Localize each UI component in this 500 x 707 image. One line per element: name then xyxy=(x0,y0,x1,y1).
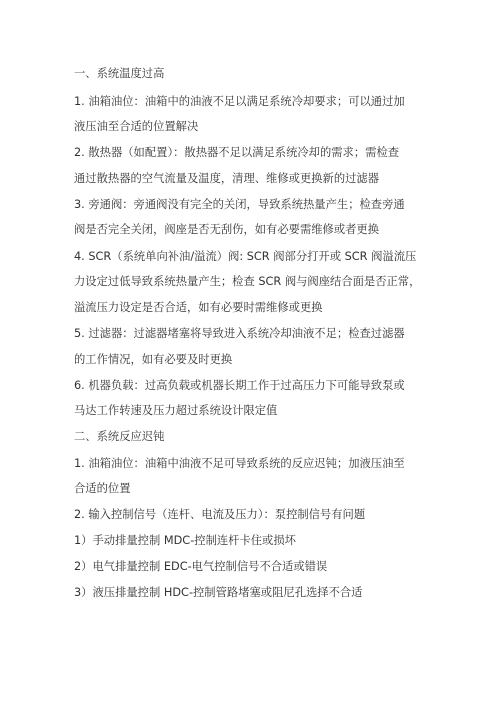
text-line-7: 4. SCR（系统单向补油/溢流）阀: SCR 阀部分打开或 SCR 阀溢流压 xyxy=(74,250,417,263)
text-line-16: 2. 输入控制信号（连杆、电流及压力）：泵控制信号有问题 xyxy=(74,508,366,521)
text-line-15: 合适的位置 xyxy=(74,482,131,495)
text-line-6: 阀是否完全关闭，阀座是否无刮伤，如有必要需维修或者更换 xyxy=(74,223,380,236)
text-line-5: 3. 旁通阀：旁通阀没有完全的关闭，导致系统热量产生；检查旁通 xyxy=(74,198,405,211)
text-line-13: 马达工作转速及压力超过系统设计限定值 xyxy=(74,404,278,417)
text-line-8: 力设定过低导致系统热量产生；检查 SCR 阀与阀座结合面是否正常， xyxy=(74,275,421,288)
text-line-19: 3）液压排量控制 HDC-控制管路堵塞或阻尼孔选择不合适 xyxy=(74,586,363,599)
text-line-2: 液压油至合适的位置解决 xyxy=(74,120,199,133)
text-line-9: 溢流压力设定是否合适，如有必要时需维修或更换 xyxy=(74,301,323,314)
text-line-12: 6. 机器负载：过高负载或机器长期工作于过高压力下可能导致泵或 xyxy=(74,379,405,392)
text-line-10: 5. 过滤器：过滤器堵塞将导致进入系统冷却油液不足；检查过滤器 xyxy=(74,327,405,340)
text-line-4: 通过散热器的空气流量及温度，清理、维修或更换新的过滤器 xyxy=(74,172,380,185)
text-line-1: 1. 油箱油位：油箱中的油液不足以满足系统冷却要求；可以通过加 xyxy=(74,95,405,108)
text-line-18: 2）电气排量控制 EDC-电气控制信号不合适或错误 xyxy=(74,560,328,573)
text-line-3: 2. 散热器（如配置）：散热器不足以满足系统冷却的需求；需检查 xyxy=(74,146,400,159)
text-line-14: 1. 油箱油位：油箱中油液不足可导致系统的反应迟钝；加液压油至 xyxy=(74,457,405,470)
section-heading-2: 二、系统反应迟钝 xyxy=(74,430,165,443)
section-heading-1: 一、系统温度过高 xyxy=(74,67,165,80)
text-line-11: 的工作情况，如有必要及时更换 xyxy=(74,353,233,366)
text-line-17: 1）手动排量控制 MDC-控制连杆卡住或损坏 xyxy=(74,534,296,547)
